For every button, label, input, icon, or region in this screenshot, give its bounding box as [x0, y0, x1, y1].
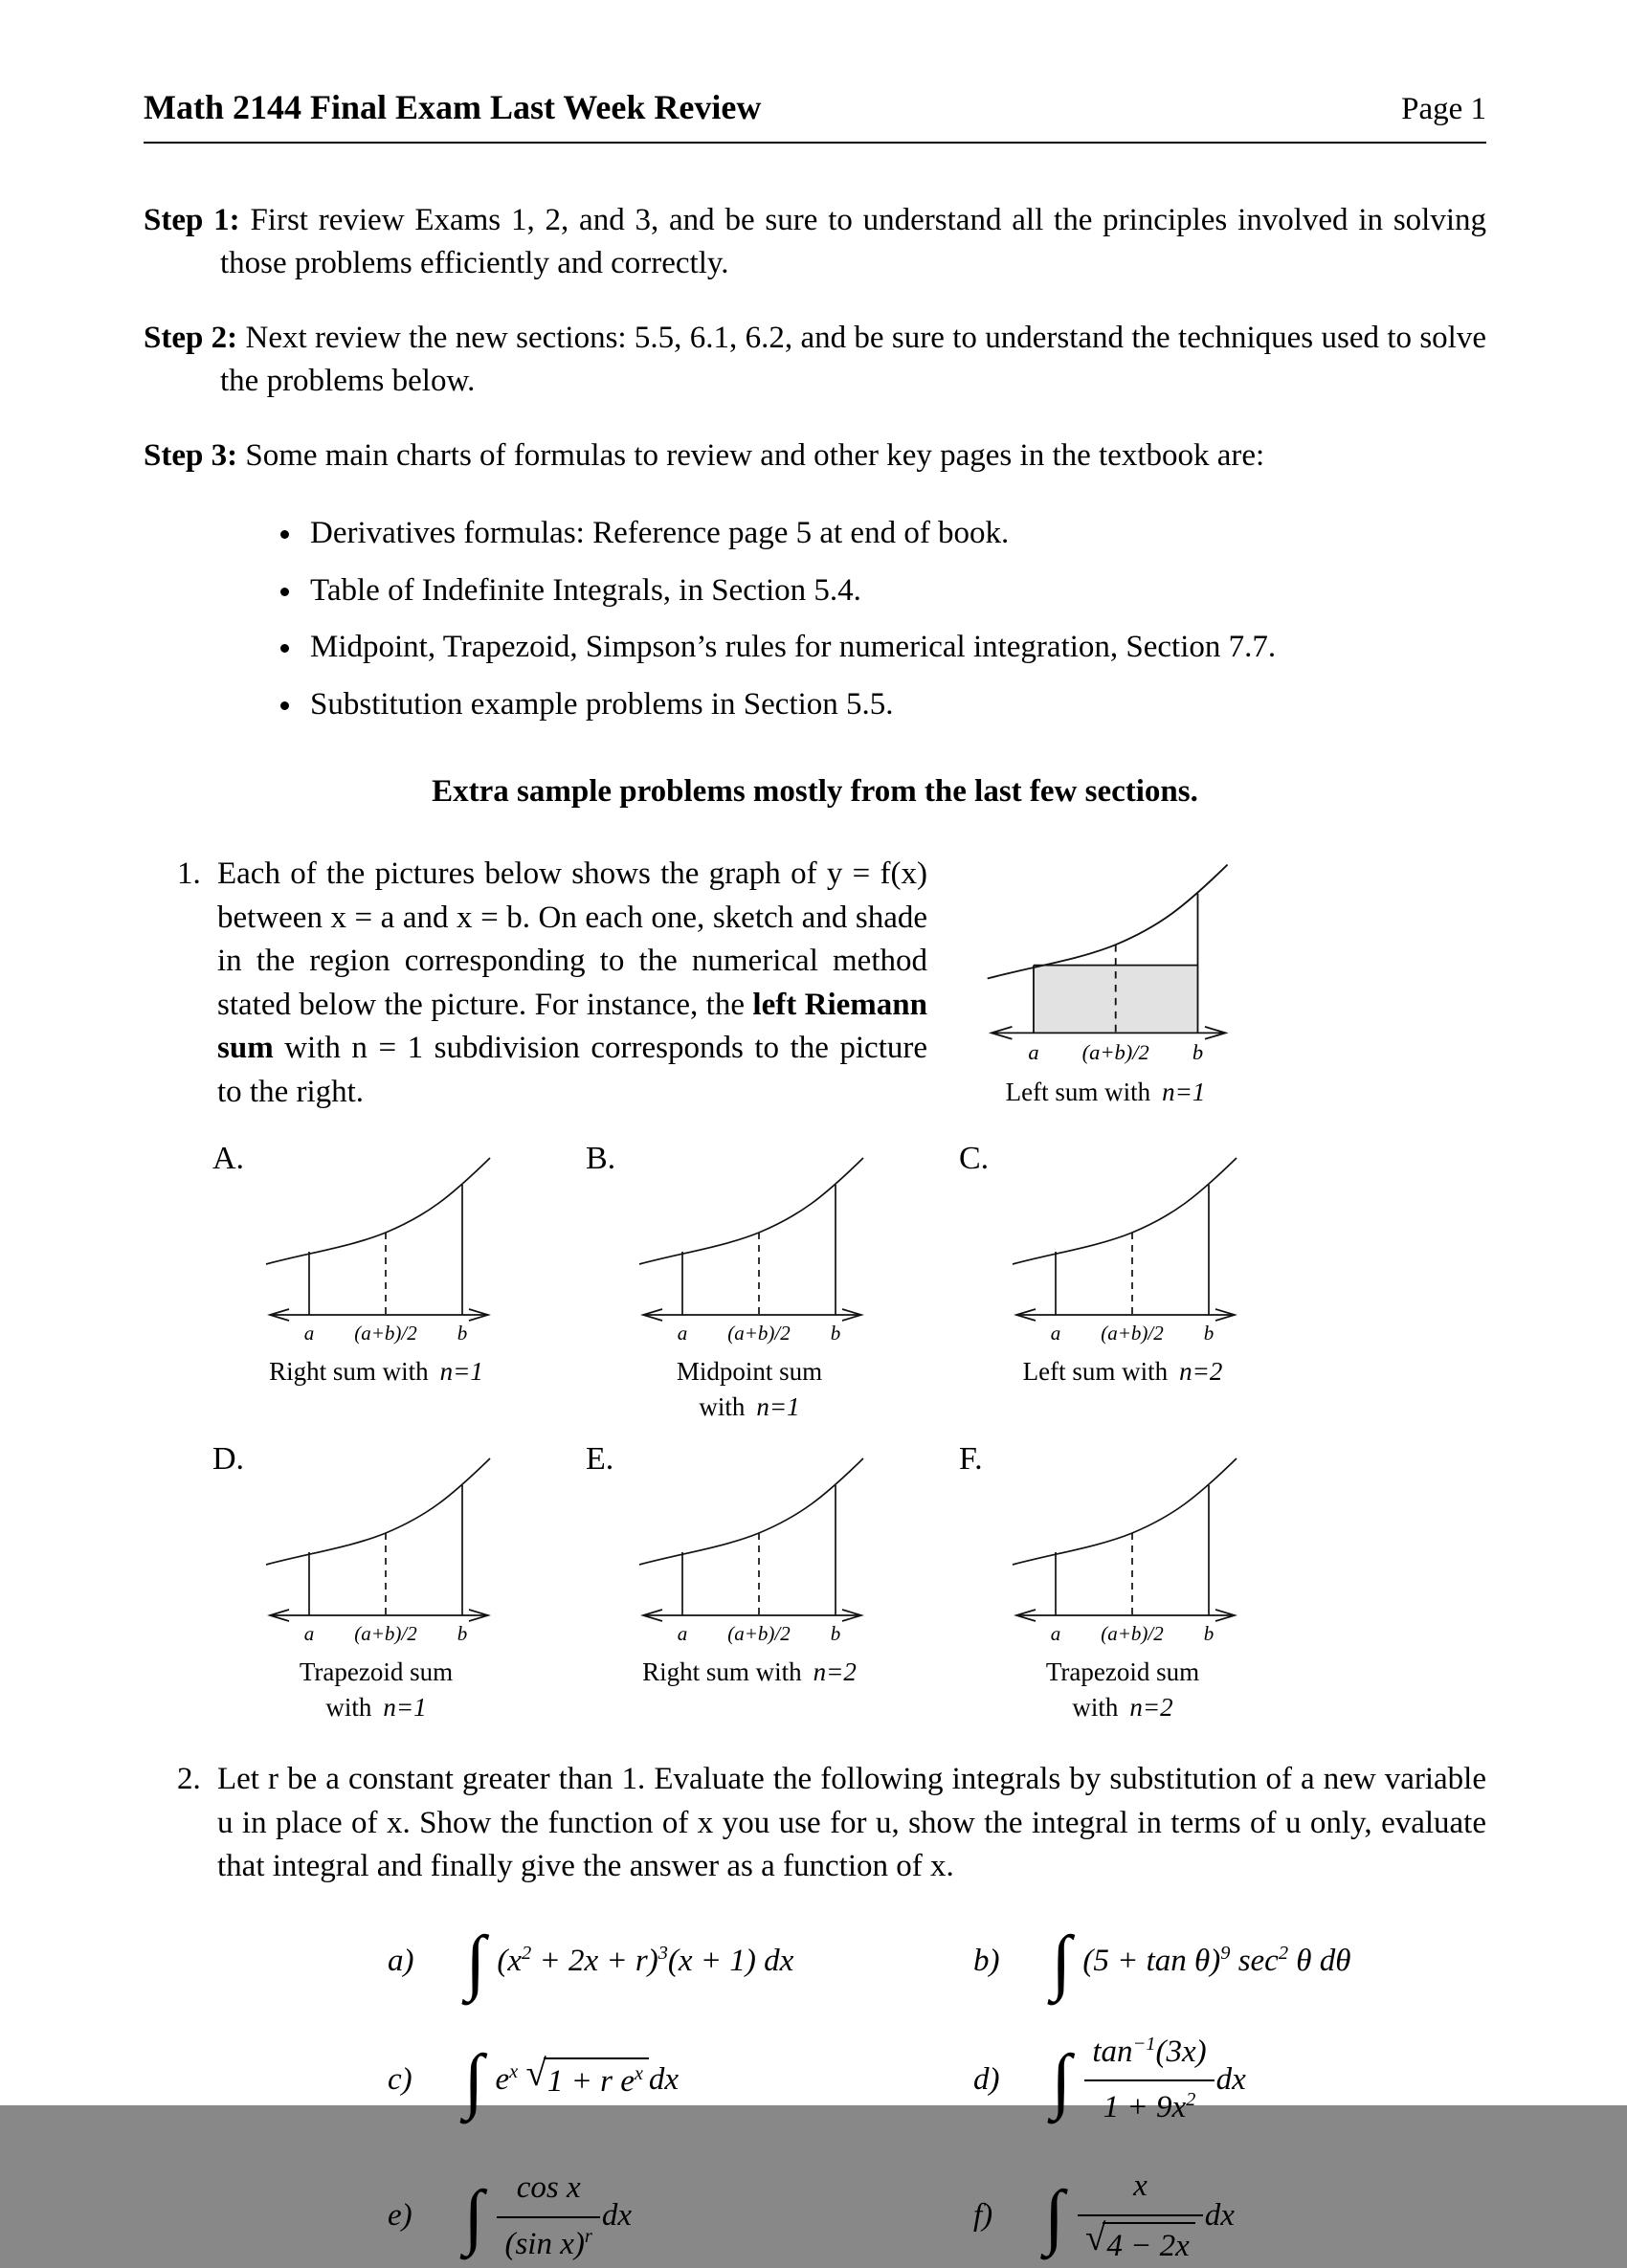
- caption-n: n=1: [756, 1392, 800, 1422]
- axis-label-b: b: [1203, 1621, 1215, 1645]
- formula-text: e: [495, 2062, 510, 2098]
- integral-e-label: e): [388, 2198, 412, 2234]
- formula-sup: 2: [1278, 1943, 1289, 1965]
- axis-label-b: b: [830, 1621, 841, 1645]
- axis-label-mid: (a+b)/2: [727, 1322, 791, 1345]
- figure-F-caption: [1003, 1655, 1242, 1726]
- formula-text: (3x): [1155, 2034, 1207, 2069]
- section-heading: Extra sample problems mostly from the last few sections.: [432, 774, 1198, 810]
- formula-sup: r: [584, 2225, 592, 2247]
- axis-label-a: a: [1028, 1040, 1039, 1065]
- radical-sign: √: [1085, 2216, 1106, 2258]
- radicand: 4 − 2x: [1103, 2222, 1194, 2268]
- problem-2-text: Let r be a constant greater than 1. Evaluate the following integrals by substitution of a new variable u in place of x. Show the function of x you use for u, show the integral in terms of u only, evaluate that integral and finally give the answer as a function of x.: [217, 1762, 1486, 1884]
- integral-sign: ∫: [463, 2175, 484, 2257]
- figure-D-label: D.: [212, 1440, 245, 1477]
- fraction-numerator: x: [1133, 2168, 1148, 2204]
- axis-label-a: a: [1050, 1322, 1061, 1345]
- problem-2-number: 2.: [177, 1762, 201, 1797]
- caption-text: Trapezoid sum with: [1045, 1657, 1200, 1722]
- integral-b-formula: [1082, 1940, 1350, 1984]
- figure-C: [959, 1141, 1332, 1426]
- problem-1-text: [217, 853, 927, 1114]
- caption-text: Left sum with: [1022, 1357, 1169, 1387]
- integral-sign: ∫: [1044, 2175, 1064, 2257]
- integral-d: [973, 2031, 1486, 2130]
- integral-sign: ∫: [1051, 1921, 1072, 2002]
- figure-grid: [212, 1141, 1486, 1725]
- figure-F: [959, 1441, 1332, 1726]
- page-number: Page 1: [1401, 92, 1486, 126]
- fraction-numerator: cos x: [516, 2170, 581, 2206]
- figure-A-label: A.: [212, 1141, 245, 1177]
- graph-image: [630, 1453, 869, 1649]
- problem-1-text-bold: left Riemann sum: [217, 987, 927, 1066]
- fraction-numerator: [1084, 2031, 1214, 2080]
- caption-text: Trapezoid sum with: [299, 1657, 454, 1722]
- figure-F-label: F.: [959, 1440, 983, 1477]
- radical: [525, 2052, 648, 2104]
- bullet-item-numerical-rules: • Midpoint, Trapezoid, Simpson’s rules for numerical integration, Section 7.7.: [304, 626, 1486, 670]
- axis-label-mid: (a+b)/2: [1081, 1040, 1149, 1065]
- formula-text: (5 + tan θ): [1082, 1944, 1221, 1979]
- formula-text: (sin x): [504, 2226, 585, 2261]
- example-graph-image: [977, 858, 1234, 1069]
- step-2: [144, 317, 1486, 404]
- formula-text: 1 + 9x: [1103, 2090, 1187, 2125]
- step-1: [144, 199, 1486, 286]
- caption-text: Right sum with: [642, 1657, 802, 1686]
- integral-f: [973, 2165, 1486, 2268]
- integral-list: [388, 1921, 1486, 2268]
- formula-text: dx: [648, 2062, 680, 2098]
- integral-a: [388, 1921, 973, 2002]
- radical: [1085, 2216, 1195, 2268]
- example-caption-text: Left sum with: [1005, 1077, 1151, 1106]
- document-title: Math 2144 Final Exam Last Week Review: [144, 88, 762, 126]
- caption-n: n=2: [813, 1657, 857, 1686]
- axis-label-a: a: [677, 1322, 688, 1345]
- graph-image: [256, 1453, 496, 1649]
- problem-1: [144, 853, 1486, 1114]
- example-figure-caption: [977, 1075, 1234, 1110]
- step-1-text: First review Exams 1, 2, and 3, and be sure to understand all the principles involved in solving those problems efficiently and correctly.: [220, 202, 1486, 281]
- axis-label-b: b: [1203, 1322, 1215, 1345]
- axis-label-a: a: [677, 1621, 688, 1645]
- integral-sign: ∫: [463, 2039, 484, 2121]
- integral-c-label: c): [388, 2062, 412, 2098]
- formula-text: sec: [1230, 1944, 1279, 1979]
- step-3: [144, 434, 1486, 478]
- integral-e-formula: [495, 2167, 632, 2266]
- caption-n: n=2: [1129, 1692, 1173, 1722]
- formula-text: dx: [1204, 2198, 1235, 2234]
- figure-B-label: B.: [586, 1141, 616, 1177]
- page-header: [144, 84, 1486, 144]
- formula-sup: 3: [657, 1943, 668, 1965]
- axis-label-mid: (a+b)/2: [1101, 1322, 1164, 1345]
- figure-C-label: C.: [959, 1141, 990, 1177]
- formula-text: (x: [497, 1944, 522, 1979]
- problem-1-text-post: with n = 1 subdivision corresponds to the picture to the right.: [217, 1031, 927, 1109]
- integral-d-label: d): [973, 2062, 1000, 2098]
- formula-sup: x: [634, 2062, 643, 2084]
- fraction-denominator: [497, 2216, 599, 2267]
- caption-text: Right sum with: [269, 1357, 429, 1387]
- graph-image: [1003, 1453, 1242, 1649]
- formula-sup: −1: [1132, 2033, 1156, 2055]
- figure-C-caption: [1003, 1354, 1242, 1390]
- integral-c: [388, 2039, 973, 2121]
- figure-D: [212, 1441, 586, 1726]
- axis-label-mid: (a+b)/2: [727, 1621, 791, 1645]
- fraction-denominator: [1084, 2079, 1214, 2130]
- example-figure: [977, 858, 1234, 1110]
- step-2-label: Step 2:: [144, 320, 238, 355]
- axis-label-a: a: [303, 1621, 315, 1645]
- integral-a-label: a): [388, 1944, 414, 1979]
- bullet-item-substitution: • Substitution example problems in Section 5.5.: [304, 683, 1486, 727]
- step-1-label: Step 1:: [144, 202, 240, 237]
- fraction: [497, 2167, 599, 2266]
- integral-c-formula: [495, 2052, 680, 2104]
- fraction-denominator: [1078, 2214, 1203, 2268]
- figure-A: [212, 1141, 586, 1426]
- axis-label-mid: (a+b)/2: [1101, 1621, 1164, 1645]
- fraction: [1078, 2165, 1203, 2268]
- figure-B: [586, 1141, 959, 1426]
- axis-label-b: b: [830, 1322, 841, 1345]
- caption-n: n=1: [439, 1357, 483, 1387]
- formula-text: dx: [1215, 2062, 1246, 2098]
- integral-e: [388, 2167, 973, 2266]
- axis-label-a: a: [303, 1322, 315, 1345]
- integral-a-formula: [497, 1940, 793, 1984]
- bullet-item-derivatives: • Derivatives formulas: Reference page 5 at end of book.: [304, 512, 1486, 556]
- axis-label-mid: (a+b)/2: [354, 1322, 417, 1345]
- formula-sup: 9: [1220, 1943, 1231, 1965]
- axis-label-b: b: [1192, 1040, 1204, 1065]
- formula-text: + 2x + r): [531, 1944, 658, 1979]
- formula-text: θ dθ: [1288, 1944, 1351, 1979]
- figure-E-caption: [630, 1655, 869, 1690]
- radical-sign: √: [525, 2052, 546, 2094]
- problem-1-text-pre: Each of the pictures below shows the graph of y = f(x) between x = a and x = b. On each one, sketch and shade in the region corresponding to the numerical method stated below the picture. For instance, the: [217, 856, 927, 1022]
- axis-label-a: a: [1050, 1621, 1061, 1645]
- figure-E-label: E.: [586, 1440, 614, 1477]
- formula-text: (x + 1) dx: [667, 1944, 794, 1979]
- graph-image: [630, 1152, 869, 1348]
- step-2-text: Next review the new sections: 5.5, 6.1, 6.2, and be sure to understand the techniques used to solve the problems below.: [220, 320, 1486, 399]
- fraction: [1084, 2031, 1214, 2130]
- caption-n: n=2: [1179, 1357, 1223, 1387]
- integral-d-formula: [1082, 2031, 1245, 2130]
- formula-text: 1 + r e: [546, 2063, 635, 2099]
- integral-b: [973, 1921, 1486, 2002]
- axis-label-b: b: [457, 1621, 468, 1645]
- integral-f-label: f): [973, 2198, 993, 2234]
- figure-E: [586, 1441, 959, 1726]
- formula-sup: x: [509, 2061, 519, 2083]
- integral-b-label: b): [973, 1944, 1000, 1979]
- formula-text: tan: [1092, 2034, 1133, 2069]
- formula-sup: 2: [1186, 2089, 1196, 2111]
- integral-f-formula: [1076, 2165, 1235, 2268]
- bullet-item-integrals-table: • Table of Indefinite Integrals, in Section 5.4.: [304, 569, 1486, 613]
- caption-n: n=1: [383, 1692, 427, 1722]
- integral-sign: ∫: [1051, 2039, 1072, 2121]
- graph-image: [1003, 1152, 1242, 1348]
- review-bullet-list: [304, 512, 1486, 726]
- radicand: [544, 2057, 649, 2104]
- formula-text: dx: [601, 2198, 632, 2234]
- graph-image: [256, 1152, 496, 1348]
- figure-D-caption: [256, 1655, 496, 1726]
- figure-B-caption: [630, 1354, 869, 1426]
- integral-sign: ∫: [465, 1921, 486, 2002]
- problem-1-number: 1.: [177, 856, 201, 891]
- figure-A-caption: [256, 1354, 496, 1390]
- formula-sup: 2: [521, 1943, 532, 1965]
- axis-label-b: b: [457, 1322, 468, 1345]
- problem-2: [144, 1758, 1486, 1889]
- axis-label-mid: (a+b)/2: [354, 1621, 417, 1645]
- example-caption-n: n=1: [1162, 1077, 1206, 1106]
- caption-text: Midpoint sum with: [676, 1357, 823, 1422]
- step-3-label: Step 3:: [144, 437, 238, 473]
- step-3-text: Some main charts of formulas to review and other key pages in the textbook are:: [245, 437, 1265, 473]
